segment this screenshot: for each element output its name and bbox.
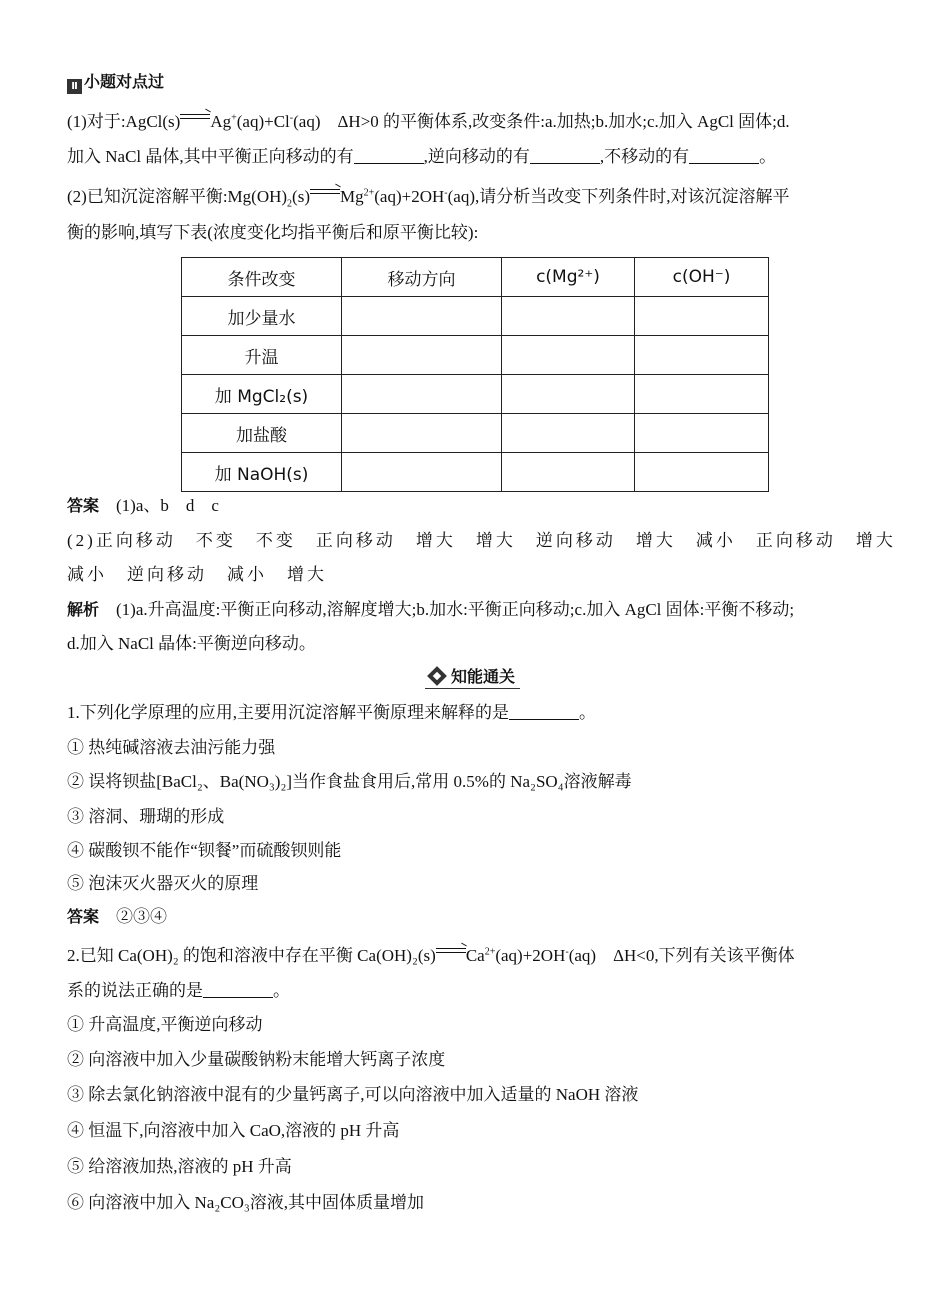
table-cell-blank[interactable] (342, 336, 502, 375)
p2-stem-line2 (67, 979, 290, 1003)
q1-text: 加入 NaCl 晶体,其中平衡正向移动的有 (67, 147, 354, 166)
table-header: c(Mg²⁺) (502, 258, 635, 297)
answer-blank[interactable] (509, 703, 579, 720)
q1-line1: (1)对于:AgCl(s) Ag+(aq)+Cl-(aq) ΔH>0 的平衡体系,改变条件:a.加热;b.加水;c.加入 AgCl 固体;d. (67, 110, 790, 134)
table-cell-blank[interactable] (342, 297, 502, 336)
table-header-row (182, 258, 769, 297)
table-cell-condition: 加 NaOH(s) (182, 453, 342, 492)
p1-text: 。 (579, 703, 596, 722)
table-cell-blank[interactable] (502, 414, 635, 453)
answer-line2: (2)正向移动 不变 不变 正向移动 增大 增大 逆向移动 增大 减小 正向移动 增大 (67, 531, 896, 550)
table-header: c(OH⁻) (635, 258, 769, 297)
table-cell-blank[interactable] (502, 375, 635, 414)
answer-label: 答案 (67, 907, 100, 926)
q2-line2: 衡的影响,填写下表(浓度变化均指平衡后和原平衡比较): (67, 223, 479, 242)
equilibrium-arrow-icon (310, 188, 340, 198)
table-cell-blank[interactable] (635, 336, 769, 375)
answer-text: (1)a、b d c (116, 496, 219, 515)
table-cell-blank[interactable] (342, 375, 502, 414)
p2-option: ⑥ 向溶液中加入 Na₂CO₃溶液,其中固体质量增加 (67, 1193, 425, 1212)
p2-text: 。 (273, 981, 290, 1000)
p1-option: ① 热纯碱溶液去油污能力强 (67, 738, 276, 757)
p2-option: ④ 恒温下,向溶液中加入 CaO,溶液的 pH 升高 (67, 1121, 400, 1140)
answer-line1 (67, 494, 219, 518)
q2-text: (2)已知沉淀溶解平衡:Mg(OH) (67, 187, 288, 206)
p2-text: 系的说法正确的是 (67, 981, 203, 1000)
table-row (182, 414, 769, 453)
diamond-icon (427, 666, 447, 686)
p1-option: ③ 溶洞、珊瑚的形成 (67, 807, 225, 826)
table-cell-blank[interactable] (635, 414, 769, 453)
p1-stem (67, 701, 596, 725)
p2-option: ① 升高温度,平衡逆向移动 (67, 1015, 263, 1034)
answer-blank[interactable] (354, 147, 424, 164)
equilibrium-arrow-icon (436, 947, 466, 957)
p2-option: ⑤ 给溶液加热,溶液的 pH 升高 (67, 1157, 292, 1176)
answer-text: ②③④ (116, 907, 168, 926)
table-row (182, 336, 769, 375)
q1-text: Ag (210, 112, 232, 131)
table-cell-condition: 加盐酸 (182, 414, 342, 453)
q1-text: (1)对于:AgCl(s) (67, 112, 181, 131)
section-title: 小题对点过 (84, 72, 165, 91)
answer-blank[interactable] (530, 147, 600, 164)
answer-blank[interactable] (689, 147, 759, 164)
p2-text: (aq) ΔH<0,下列有关该平衡体 (568, 946, 795, 965)
table-cell-condition: 加 MgCl₂(s) (182, 375, 342, 414)
table-cell-condition: 升温 (182, 336, 342, 375)
p1-option: ② 误将钡盐[BaCl₂、Ba(NO₃)₂]当作食盐食用后,常用 0.5%的 Na₂SO₄溶液解毒 (67, 772, 632, 791)
p1-answer (67, 905, 167, 929)
p2-text: Ca (465, 946, 485, 965)
table-row (182, 453, 769, 492)
table-cell-blank[interactable] (635, 297, 769, 336)
section-heading (67, 70, 164, 94)
table-cell-blank[interactable] (635, 375, 769, 414)
section-icon: Ⅱ (67, 79, 82, 94)
p1-option: ⑤ 泡沫灭火器灭火的原理 (67, 874, 259, 893)
q2-text: (s) (292, 187, 310, 206)
p2-text: 2.已知 Ca(OH)₂ 的饱和溶液中存在平衡 Ca(OH)₂(s) (67, 946, 436, 965)
equilibrium-arrow-icon (180, 113, 210, 123)
q2-text: (aq)+2OH (374, 187, 445, 206)
q2-text: (aq),请分析当改变下列条件时,对该沉淀溶解平 (447, 187, 790, 206)
q1-text: ,逆向移动的有 (423, 147, 530, 166)
p2-option: ② 向溶液中加入少量碳酸钠粉末能增大钙离子浓度 (67, 1050, 446, 1069)
q2-text: Mg (340, 187, 364, 206)
table-cell-blank[interactable] (342, 453, 502, 492)
section-title: 知能通关 (451, 667, 516, 686)
p1-option: ④ 碳酸钡不能作“钡餐”而硫酸钡则能 (67, 841, 342, 860)
q2-line1: (2)已知沉淀溶解平衡$:Mg(OH)_2(s)$ $Mg^{2+}(aq)+2OH^-(aq)$,请分析当改变下列条件时,对该沉淀溶解平 (67, 185, 790, 209)
table-header: 移动方向 (342, 258, 502, 297)
explain-line2: d.加入 NaCl 晶体:平衡逆向移动。 (67, 634, 316, 653)
table-row (182, 375, 769, 414)
p2-text: (aq)+2OH (495, 946, 566, 965)
explain-line1 (67, 598, 794, 622)
table-cell-blank[interactable] (502, 453, 635, 492)
section-heading-2 (425, 663, 520, 689)
answer-line3: 减小 逆向移动 减小 增大 (67, 565, 327, 584)
p2-option: ③ 除去氯化钠溶液中混有的少量钙离子,可以向溶液中加入适量的 NaOH 溶液 (67, 1085, 639, 1104)
table-header: 条件改变 (182, 258, 342, 297)
condition-table (181, 257, 769, 492)
q1-line2 (67, 145, 776, 169)
table-cell-blank[interactable] (342, 414, 502, 453)
p1-text: 1.下列化学原理的应用,主要用沉淀溶解平衡原理来解释的是 (67, 703, 509, 722)
answer-label: 答案 (67, 496, 100, 515)
q1-text: (aq) ΔH>0 的平衡体系,改变条件:a.加热;b.加水;c.加入 AgCl 固体;d. (293, 112, 790, 131)
table-cell-blank[interactable] (502, 336, 635, 375)
explain-text: (1)a.升高温度:平衡正向移动,溶解度增大;b.加水:平衡正向移动;c.加入 AgCl 固体:平衡不移动; (116, 600, 795, 619)
q1-text: 。 (759, 147, 777, 166)
answer-blank[interactable] (203, 981, 273, 998)
table-cell-condition: 加少量水 (182, 297, 342, 336)
table-cell-blank[interactable] (635, 453, 769, 492)
p2-stem-line1: 2.已知 Ca(OH)₂ 的饱和溶液中存在平衡 Ca(OH)₂(s) $Ca^{2+}(aq)+2OH^-(aq)$ ΔH<0,下列有关该平衡体 (67, 944, 795, 968)
q1-text: ,不移动的有 (599, 147, 690, 166)
table-row (182, 297, 769, 336)
q1-text: (aq)+Cl (236, 112, 290, 131)
table-cell-blank[interactable] (502, 297, 635, 336)
explain-label: 解析 (67, 600, 100, 619)
